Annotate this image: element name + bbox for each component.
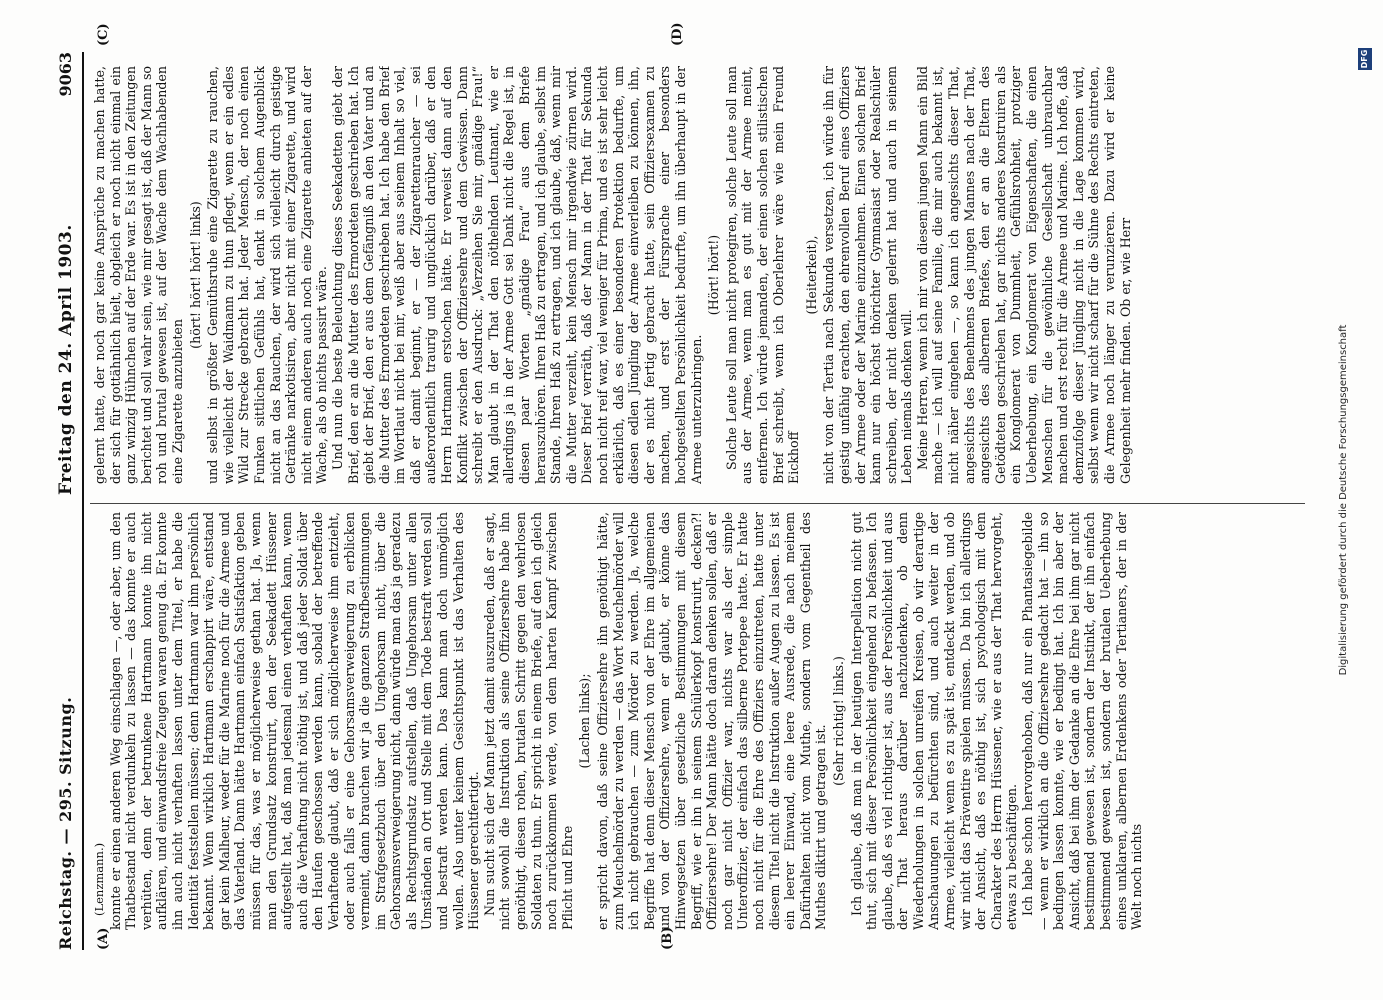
interjection: (Heiterkeit),	[803, 235, 819, 315]
paragraph: Nun sucht sich der Mann jetzt damit auszureden, daß er sagt, nicht sowohl die Instruktion als seine Offiziersehre habe ihn genöthigt, diesen rohen, brutalen Schritt gegen den wehrlosen Soldaten zu thun. Er spricht in einem Briefe, auf den ich gleich noch zurückkommen werde, von dem harten Kampf zwischen Pflicht und Ehre	[481, 512, 575, 930]
header-rule	[82, 52, 84, 950]
right-column	[92, 66, 1322, 484]
paragraph: nicht von der Tertia nach Sekunda versetzen, ich würde ihn für geistig unfähig erachten, den ehrenvollen Beruf eines Offiziers der Armee oder der Marine einzunehmen. Einen solchen Brief kann nur ein höchst thörichter Gymnasiast oder Realschüler schreiben, der nicht denken gelernt hat und auch in seinem Leben niemals denken will.	[821, 66, 915, 484]
paragraph: und selbst in größter Gemüthsruhe eine Zigarette zu rauchen, wie vielleicht der Waidmann zu thun pflegt, wenn er ein edles Wild zur Strecke gebracht hat. Jeder Mensch, der noch einen Funken sittlichen Gefühls hat, denkt in solchem Augenblick nicht an das Rauchen, der wird sich vielleicht durch geistige Getränke narkotisiren, aber nicht mit einer Zigarette, und wird nicht einem anderen auch noch eine Zigarette anbieten auf der Wache, als ob nichts passirt wäre.	[205, 66, 330, 484]
header-date: Freitag den 24. April 1903.	[56, 224, 76, 495]
digitization-note: Digitalisierung gefördert durch die Deutsche Forschungsgemeinschaft	[1338, 324, 1349, 676]
paragraph: Ich glaube, daß man in der heutigen Interpellation nicht gut thut, sich mit dieser Persönlichkeit eingehend zu befassen. Ich glaube, daß es viel richtiger ist, aus der Persönlichkeit und aus der That heraus darüber nachzudenken, ob denn Wiederholungen in solchen unreifen Kreisen, ob wir derartige Anschauungen zu befürchten sind, und auch weiter in der Armee, vielleicht wenn es zu spät ist, entdeckt werden, und ob wir nicht das Präventire spielen müssen. Da bin ich allerdings der Ansicht, daß es nöthig ist, sich psychologisch mit dem Charakter des Herrn Hüssener, wie er aus der That hervorgeht, etwas zu beschäftigen.	[848, 512, 1020, 930]
speaker-label: (Lenzmann.)	[92, 842, 106, 916]
paragraph: konnte er einen anderen Weg einschlagen —, oder aber, um den Thatbestand nicht verdunkeln zu lassen — das konnte er auch verhüten, denn der betrunkene Hartmann konnte ihn nicht aufklären, und einwandsfreie Zeugen waren genug da. Er konnte ihn auch nicht verhaften lassen unter dem Titel, er habe die Identität feststellen müssen; denn Hartmann war ihm persönlich bekannt. Wenn wirklich Hartmann erschappirt wäre, entstand gar kein Malheur, weder für die Marine noch für die Armee und das Vaterland. Dann hätte Hartmann einfach Satisfaktion geben müssen für das, was er möglicherweise gethan hat. Ja, wenn man den Grundsatz konstruirt, den der Seekadett Hüssener aufgestellt hat, daß man jedesmal einen verhaften kann, wenn auch die Verhaftung nicht nöthig ist, und daß jeder Soldat über den Haufen geschossen werden kann, sobald der betreffende Verhaftende glaubt, daß er sich möglicherweise ihm entzieht, oder auch falls er eine Gehorsamsverweigerung zu erblicken vermeint, dann brauchen wir ja die ganzen Strafbestimmungen im Strafgesetzbuch über den Ungehorsam nicht, über die Gehorsamsverweigerung nicht, dann würde man das ja geradezu als Rechtsgrundsatz aufstellen, daß Ungehorsam unter allen Umständen an Ort und Stelle mit dem Tode bestraft werden soll und bestraft werden kann. Das kann man doch unmöglich wollen. Also unter keinem Gesichtspunkt ist das Verhalten des Hüssener gerechtfertigt.	[107, 512, 482, 930]
paragraph: Meine Herren, wenn ich mir von diesem jungen Mann ein Bild mache — ich will auf seine Familie, die mir auch bekannt ist, nicht näher eingehen —, so kann ich angesichts dieser That, angesichts des Benehmens des jungen Mannes nach der That, angesichts des albernen Briefes, den er an die Eltern des Getödteten geschrieben hat, gar nichts anderes konstruiren als ein Konglomerat von Dummheit, Gefühlsrohheit, protziger Ueberhebung, ein Konglomerat von Eigenschaften, die einen Menschen für die gewöhnliche Gesellschaft unbrauchbar machen und erst recht für die Armee und Marine. Ich hoffe, daß demzufolge dieser Jüngling nicht in die Lage kommen wird, selbst wenn wir nicht scharf für die Sühne des Rechts eintreten, die Armee noch länger zu verunzieren. Dazu wird er keine Gelegenheit mehr finden. Ob er, wie Herr	[914, 66, 1133, 484]
margin-marker-c: (C)	[96, 23, 111, 46]
dfg-logo: DFG	[1358, 48, 1372, 70]
interjection: (Sehr richtig! links.)	[830, 656, 846, 786]
paragraph: Und nun die beste Beleuchtung dieses Seekadetten giebt der Brief, den er an die Mutter des Ermordeten geschrieben hat. Ich giebt der Brief, den er aus dem Gefängniß an den Vater und an die Mutter des Ermordeten geschrieben hat. Ich habe den Brief im Wortlaut nicht bei mir, weiß aber aus seinem Inhalt so viel, daß er damit beginnt, er — der Zigarettenraucher — sei außerordentlich traurig und unglücklich darüber, daß er den Herrn Hartmann erstochen hätte. Er verweist dann auf den Konflikt zwischen der Offiziersehre und dem Gewissen. Dann schreibt er den Ausdruck: „Verzeihen Sie mir, gnädige Frau!“ Man glaubt in der That den nöthelnden Leutnant, wie er allerdings ja in der Armee Gott sei Dank nicht die Regel ist, in diesen paar Worten „gnädige Frau“ aus dem Briefe herauszuhören. Ihren Haß zu ertragen, und ich glaube, selbst im Stande, Ihren Haß zu ertragen, und ich glaube, daß, wenn mir die Mutter verzeiht, kein Mensch mir irgendwie zürnen wird. Dieser Brief verräth, daß der Mann in der That für Sekunda noch nicht reif war, viel weniger für Prima, und es ist sehr leicht erklärlich, daß es einer besonderen Protektion bedurfte, um diesen edlen Jüngling der Armee einverleiben zu können, ihn, der es nicht fertig gebracht hatte, sein Offiziersexamen zu machen, und erst der Fürsprache einer besonders hochgestellten Persönlichkeit bedurfte, um ihn überhaupt in der Armee unterzubringen.	[329, 66, 704, 484]
paragraph: Solche Leute soll man nicht protegiren, solche Leute soll man aus der Armee, wenn man es gut mit der Armee meint, entfernen. Ich würde jemanden, der einen solchen stilistischen Brief schreibt, wenn ich Oberlehrer wäre wie mein Freund Eickhoff	[723, 66, 802, 484]
header-left: Reichstag. — 295. Sitzung.	[56, 696, 75, 950]
page-number: 9063	[56, 52, 75, 97]
paragraph: er spricht davon, daß seine Offiziersehre ihn genöthigt hätte, zum Meuchelmörder zu werden — das Wort Meuchelmörder will ich nicht gebrauchen — zum Mörder zu werden. Ja, welche Begriffe hat denn dieser Mensch von der Ehre im allgemeinen und von der Offiziersehre, wenn er glaubt, er könne das Hinwegsetzen über gesetzliche Bestimmungen mit diesem Begriff, wie er ihn in seinem Schülerkopf konstruirt, decken?! Offiziersehre! Der Mann hätte doch daran denken sollen, daß er noch gar nicht Offizier war, nichts war als der simple Unteroffizier, der einfach das silberne Portepee hatte. Er hatte noch nicht für die Ehre des Offiziers einzutreten, hatte unter diesem Titel nicht die Instruktion außer Augen zu lassen. Es ist ein leerer Einwand, eine leere Ausrede, die nach meinem Dafürhalten nicht vom Muthe, sondern vom Gegentheil des Muthes diktirt und getragen ist.	[595, 512, 829, 930]
paragraph: Ich habe schon hervorgehoben, daß nur ein Phantasiegebilde — wenn er wirklich an die Offiziersehre gedacht hat — ihn so bedingen lassen konnte, wie er bedingt hat. Ich bin aber der Ansicht, daß bei ihm der Gedanke an die Ehre bei ihm gar nicht bestimmend gewesen ist, sondern der Instinkt, der ihn einfach bestimmend gewesen ist, sondern der brutalen Ueberhebung eines unklaren, albernen Erdenkens oder Tertianers, der in der Welt noch nichts	[1020, 512, 1145, 930]
interjection: (Lachen links);	[577, 673, 593, 769]
margin-marker-d: (D)	[670, 22, 685, 46]
paragraph: gelernt hatte, der noch gar keine Ansprüche zu machen hatte, der sich für gottähnlich hielt, obgleich er noch nicht einmal ein ganz winzig Hühnchen auf der Erde war. Es ist in den Zeitungen berichtet und soll wahr sein, wie mir gesagt ist, daß der Mann so roh und brutal gewesen ist, auf der Wache dem Wachhabenden eine Zigarette anzubieten	[92, 66, 185, 484]
margin-marker-a: (A)	[96, 927, 111, 950]
left-column	[92, 512, 1322, 930]
column-divider	[90, 503, 1305, 504]
interjection: (Hört! hört!)	[706, 234, 722, 316]
margin-marker-b: (B)	[660, 926, 675, 950]
page-header	[56, 52, 82, 950]
interjection: (hört! hört! hört! links)	[187, 201, 203, 349]
